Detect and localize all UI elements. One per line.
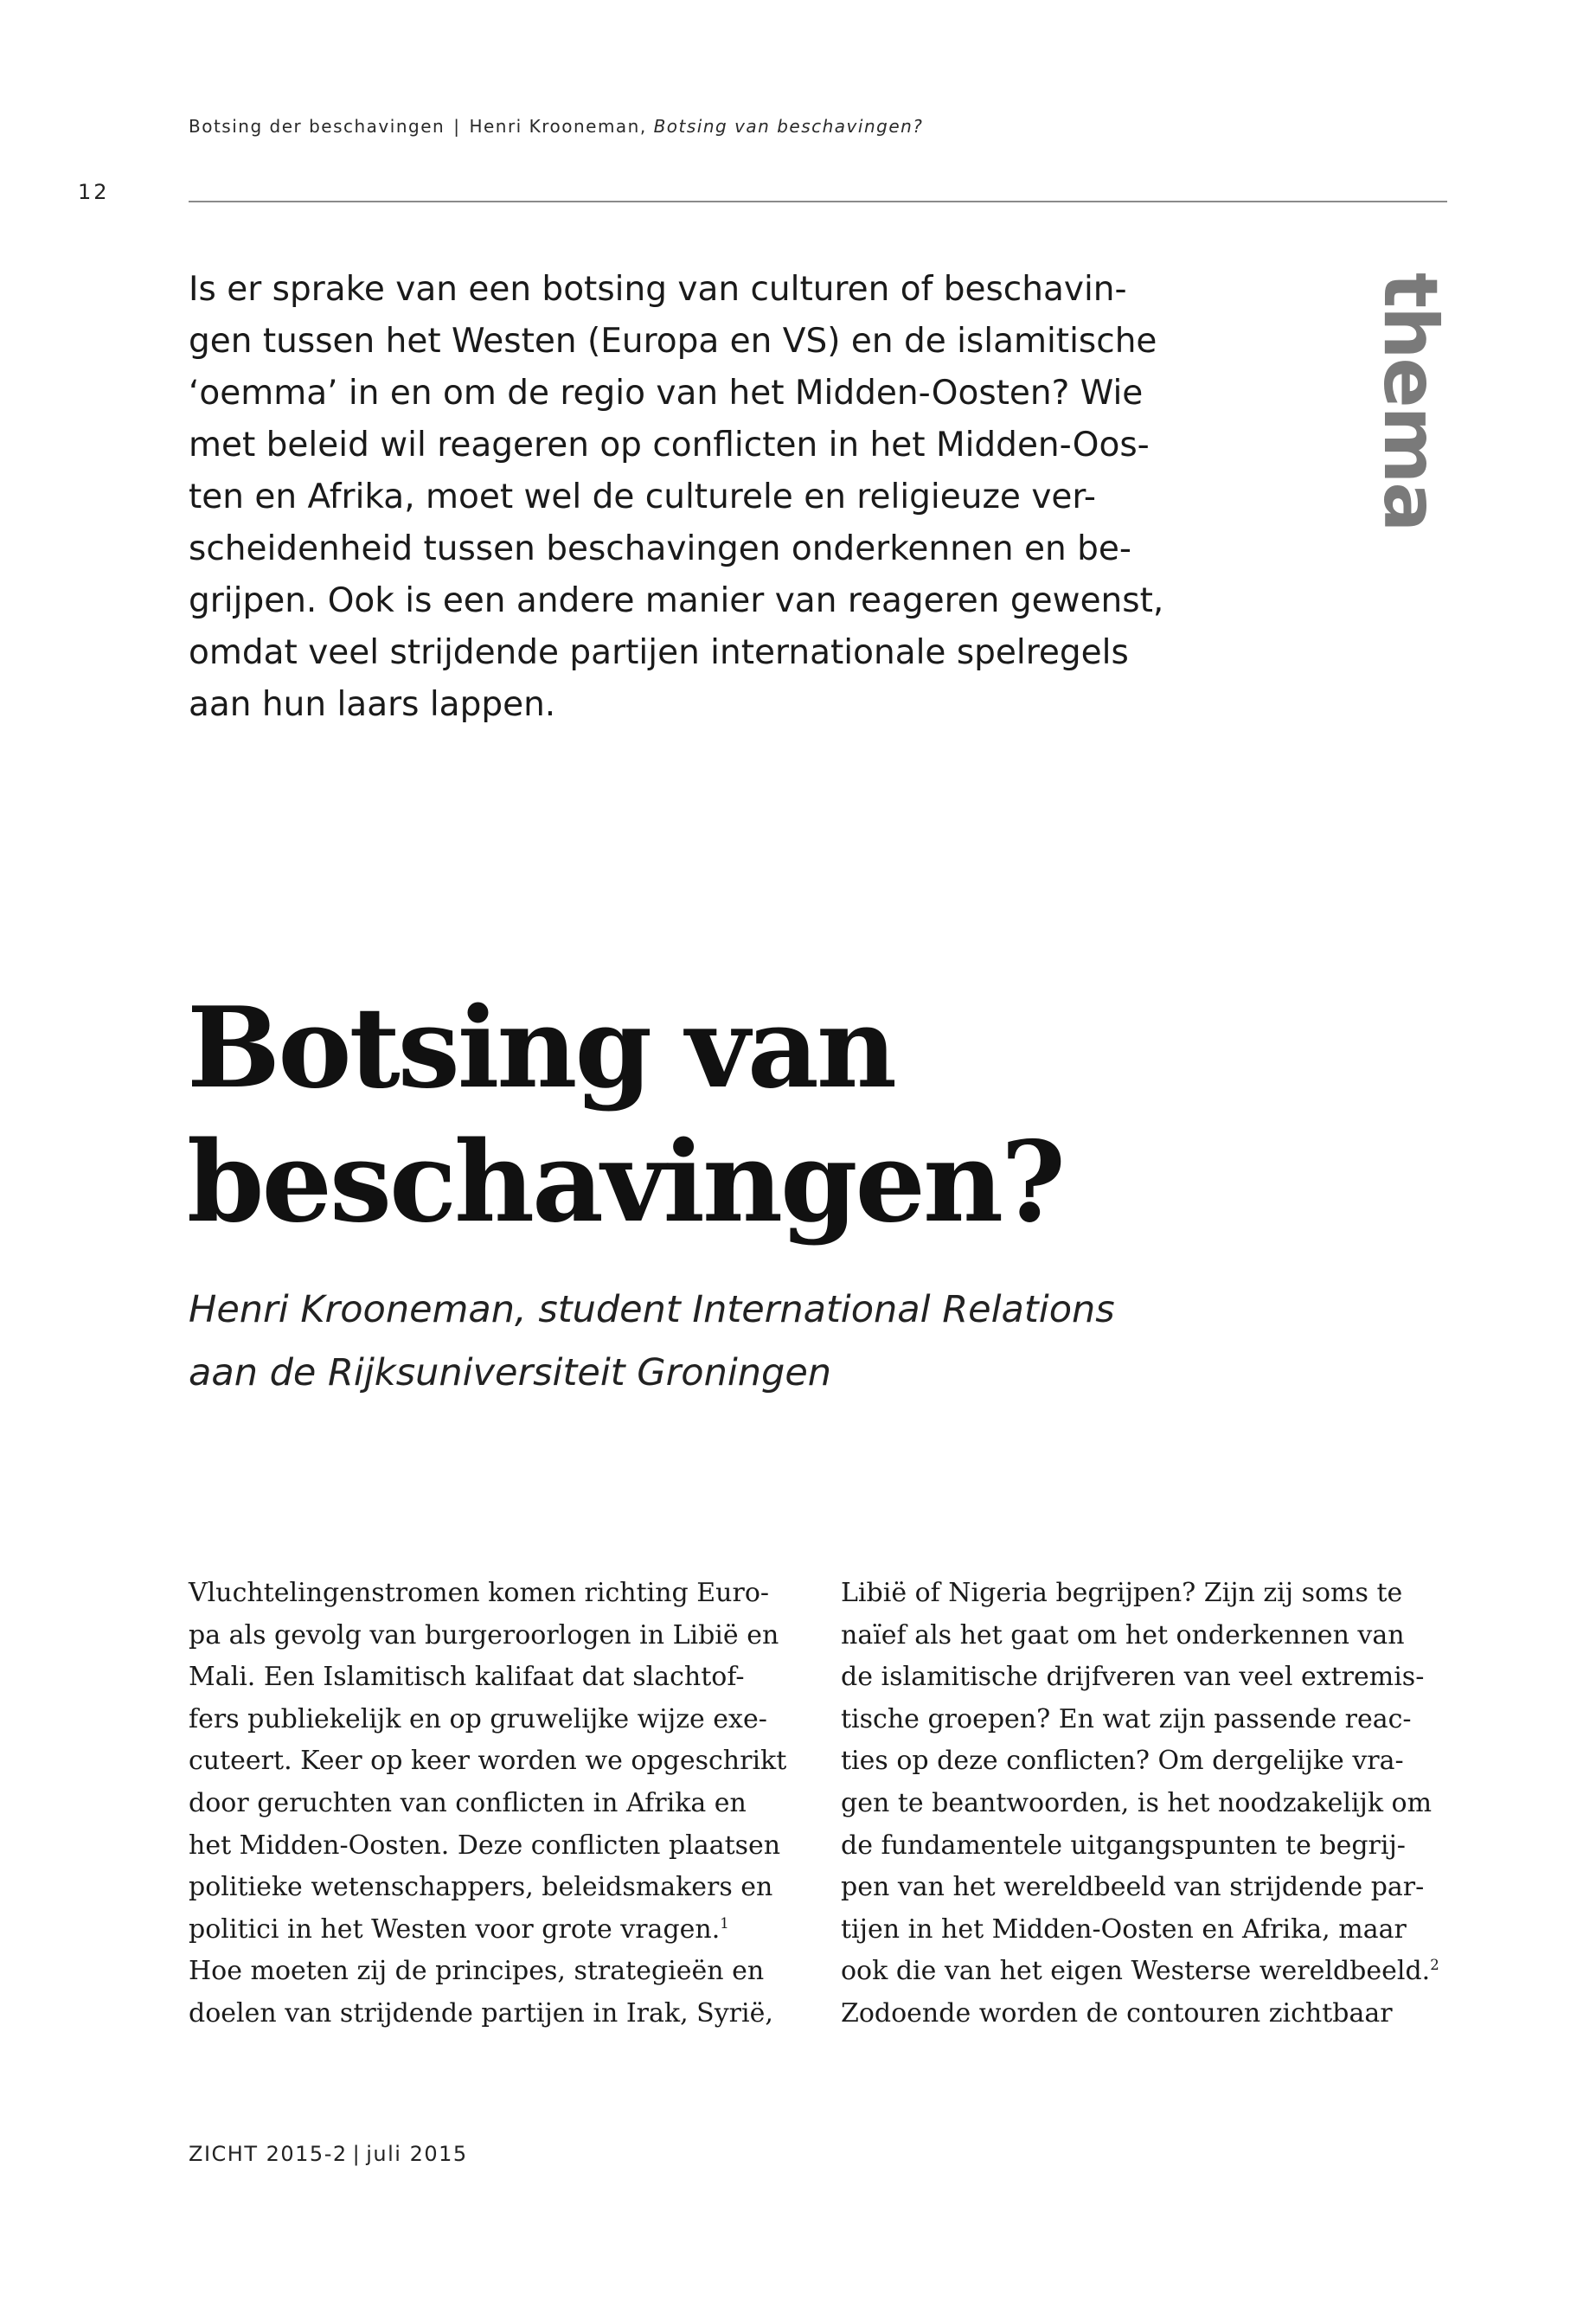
intro-line: omdat veel strijdende partijen internationale spelregels [189,633,1129,672]
footer-date: juli 2015 [366,2142,468,2166]
intro-line: Is er sprake van een botsing van culturen of beschavin- [189,270,1127,309]
byline [189,1279,1313,1405]
body-column-right [841,1573,1446,2035]
running-head-separator: | [453,116,461,137]
footer-separator: | [352,2142,362,2166]
running-head [189,116,923,137]
intro-line: gen tussen het Westen (Europa en VS) en de islamitische [189,322,1157,361]
body-line-with-footnote [189,1909,794,1952]
body-line: Zodoende worden de contouren zichtbaar [841,1997,1393,2029]
body-line-text: ook die van het eigen Westerse wereldbeeld. [841,1956,1431,1987]
intro-line: ‘oemma’ in en om de regio van het Midden-Oosten? Wie [189,374,1144,413]
header-rule [189,201,1447,202]
body-line: politieke wetenschappers, beleidsmakers en [189,1872,773,1903]
body-line: cuteert. Keer op keer worden we opgeschrikt [189,1746,787,1777]
body-line: tische groepen? En wat zijn passende reac- [841,1703,1412,1734]
body-line: ties op deze conflicten? Om dergelijke vra- [841,1746,1404,1777]
intro-paragraph [189,264,1166,731]
byline-line: aan de Rijksuniversiteit Groningen [189,1351,832,1394]
body-line: gen te beantwoorden, is het noodzakelijk om [841,1787,1433,1818]
intro-line: ten en Afrika, moet wel de culturele en religieuze ver- [189,478,1097,516]
footer-publication: ZICHT 2015-2 [189,2142,348,2166]
running-head-section: Botsing der beschavingen [189,116,445,137]
byline-line: Henri Krooneman, student International Relations [189,1288,1115,1331]
running-head-author: Henri Krooneman, [469,116,647,137]
body-line: Mali. Een Islamitisch kalifaat dat slachtof- [189,1662,745,1693]
section-label-text: thema [1367,272,1453,531]
section-label [1362,272,1458,531]
body-line: Libië of Nigeria begrijpen? Zijn zij soms te [841,1578,1403,1608]
body-line: het Midden-Oosten. Deze conflicten plaatsen [189,1830,781,1861]
intro-line: met beleid wil reageren op conflicten in het Midden-Oos- [189,426,1150,465]
intro-line: aan hun laars lappen. [189,685,556,724]
body-line: tijen in het Midden-Oosten en Afrika, maar [841,1913,1407,1945]
intro-line: scheidenheid tussen beschavingen onderkennen en be- [189,529,1131,568]
body-line: pa als gevolg van burgeroorlogen in Libië en [189,1619,779,1650]
running-head-article-title: Botsing van beschavingen? [653,116,924,137]
body-line: naïef als het gaat om het onderkennen van [841,1619,1405,1650]
article-title-line: beschavingen? [187,1118,1063,1247]
body-line-text: politici in het Westen voor grote vragen. [189,1913,721,1945]
footnote-ref-2[interactable]: 2 [1430,1957,1439,1974]
body-line: de fundamentele uitgangspunten te begrij- [841,1830,1406,1861]
article-title-line: Botsing van [187,984,894,1113]
article-title [187,982,1398,1250]
body-line: fers publiekelijk en op gruwelijke wijze exe- [189,1703,767,1734]
body-line: door geruchten van conflicten in Afrika en [189,1787,747,1818]
page-footer [189,2142,468,2166]
body-line: pen van het wereldbeeld van strijdende par- [841,1872,1425,1903]
body-line: Vluchtelingenstromen komen richting Euro- [189,1578,770,1608]
intro-line: grijpen. Ook is een andere manier van reageren gewenst, [189,581,1164,620]
footnote-ref-1[interactable]: 1 [720,1914,729,1932]
body-column-left [189,1573,794,2035]
body-line: doelen van strijdende partijen in Irak, Syrië, [189,1997,773,2029]
body-line: de islamitische drijfveren van veel extremis- [841,1662,1425,1693]
body-line-with-footnote [841,1951,1446,1993]
page-number: 12 [78,180,110,204]
body-line: Hoe moeten zij de principes, strategieën en [189,1956,765,1987]
